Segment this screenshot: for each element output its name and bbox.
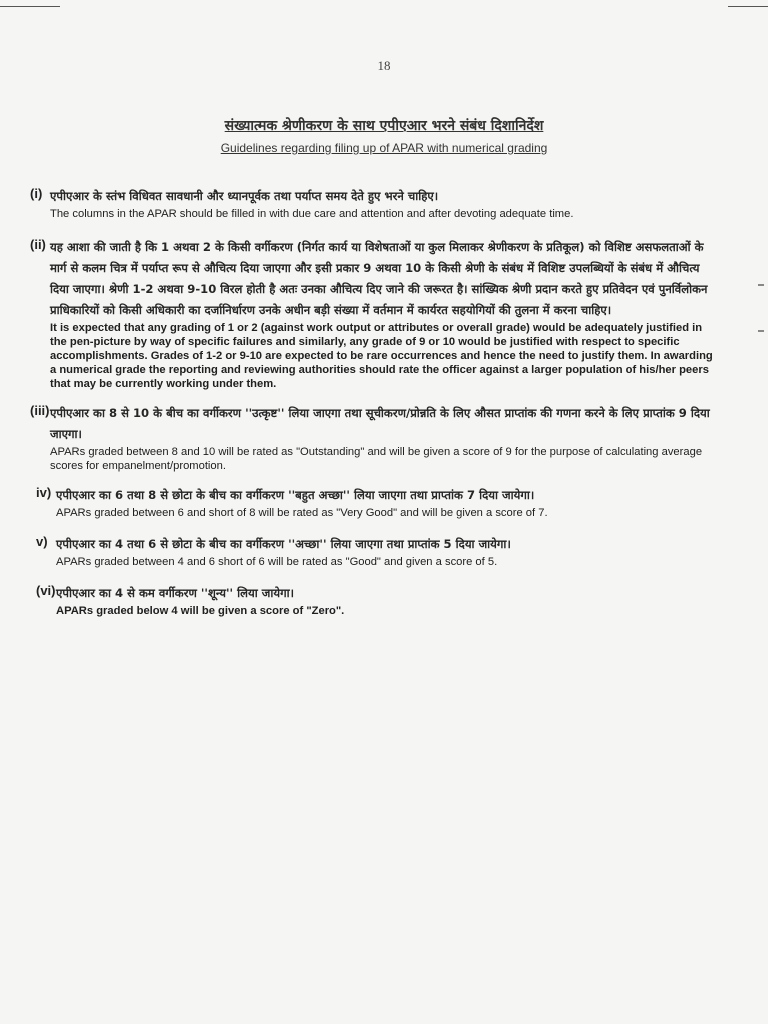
item-hindi-text: एपीएआर के स्तंभ विधिवत सावधानी और ध्यानपूर्वक तथा पर्याप्त समय देते हुए भरने चाहिए।: [50, 189, 439, 203]
guidelines-list: [30, 186, 720, 632]
item-hindi-text: एपीएआर का 8 से 10 के बीच का वर्गीकरण ''उत्कृष्ट'' लिया जाएगा तथा सूचीकरण/प्रोन्नति के लिए औसत प्राप्तांक की गणना करने के लिए प्राप्तांक 9 दिया जाएगा।: [50, 406, 710, 441]
title-hindi: संख्यात्मक श्रेणीकरण के साथ एपीएआर भरने संबंध दिशानिर्देश: [224, 118, 544, 134]
item-hindi-text: यह आशा की जाती है कि 1 अथवा 2 के किसी वर्गीकरण (निर्गत कार्य या विशेषताओं या कुल मिलाकर श्रेणीकरण के प्रतिकूल) को विशिष्ट असफलताओं के मार्ग से कलम चित्र में पर्याप्त रूप से औचित्य दिया जाएगा और इसी प्रकार 9 अथवा 10 के किसी श्रेणी के संबंध में विशिष्ट उपलब्धियों के संबंध में औचित्य दिया जाएगा। श्रेणी 1-2 अथवा 9-10 विरल होती है अतः उनका औचित्य दिए जाने की जरूरत है। सांख्यिक श्रेणी प्रदान करते हुए प्रतिवेदन एवं पुनर्विलोकन प्राधिकारियों को किसी अधिकारी का दर्जानिर्धारण उनके अधीन बड़ी संख्या में वर्तमान में कार्यरत सहयोगियों की तुलना में करना चाहिए।: [50, 240, 708, 317]
page-number: 18: [377, 58, 391, 73]
item-number: (vi): [36, 583, 56, 598]
item-english-text: The columns in the APAR should be filled in with due care and attention and after devoting adequate time.: [50, 208, 574, 220]
item-hindi-text: एपीएआर का 4 से कम वर्गीकरण ''शून्य'' लिया जायेगा।: [56, 586, 295, 600]
margin-scan-mark: [758, 330, 764, 332]
top-left-rule: [0, 6, 60, 7]
item-english-text: It is expected that any grading of 1 or 2 (against work output or attributes or overall grade) would be adequately justified in the pen-picture by way of specific failures and similarly, any grade of 9 or 10 would be justified with respect to specific accomplishments. Grades of 1-2 or 9-10 are expected to be rare occurrences and hence the need to justify them. In awarding a numerical grade the reporting and reviewing authorities should rate the officer against a larger population of his/her peers that may be currently working under them.: [50, 322, 713, 390]
margin-scan-mark: [758, 284, 764, 286]
title-english: Guidelines regarding filing up of APAR with numerical grading: [220, 141, 548, 155]
guideline-item-iv: [36, 485, 720, 520]
guideline-item-ii: [30, 237, 720, 391]
item-number: iv): [36, 485, 52, 500]
guideline-item-v: [36, 534, 720, 569]
title-block: [0, 116, 768, 155]
top-right-rule: [728, 6, 768, 7]
item-number: (iii): [30, 403, 50, 418]
guideline-item-i: [30, 186, 720, 221]
item-english-text: APARs graded between 4 and 6 short of 6 will be rated as "Good" and given a score of 5.: [56, 556, 498, 568]
item-number: v): [36, 534, 48, 549]
item-english-text: APARs graded between 8 and 10 will be rated as "Outstanding" and will be given a score of 9 for the purpose of calculating average scores for empanelment/promotion.: [50, 446, 703, 472]
guideline-item-iii: [30, 403, 720, 473]
item-hindi-text: एपीएआर का 4 तथा 6 से छोटा के बीच का वर्गीकरण ''अच्छा'' लिया जाएगा तथा प्राप्तांक 5 दिया जायेगा।: [56, 537, 511, 551]
guideline-item-vi: [36, 583, 720, 618]
item-number: (i): [30, 186, 43, 201]
item-hindi-text: एपीएआर का 6 तथा 8 से छोटा के बीच का वर्गीकरण ''बहुत अच्छा'' लिया जाएगा तथा प्राप्तांक 7 दिया जायेगा।: [56, 488, 535, 502]
item-number: (ii): [30, 237, 46, 252]
item-english-text: APARs graded between 6 and short of 8 will be rated as "Very Good" and will be given a score of 7.: [56, 507, 548, 519]
item-english-text: APARs graded below 4 will be given a score of "Zero".: [56, 605, 345, 617]
